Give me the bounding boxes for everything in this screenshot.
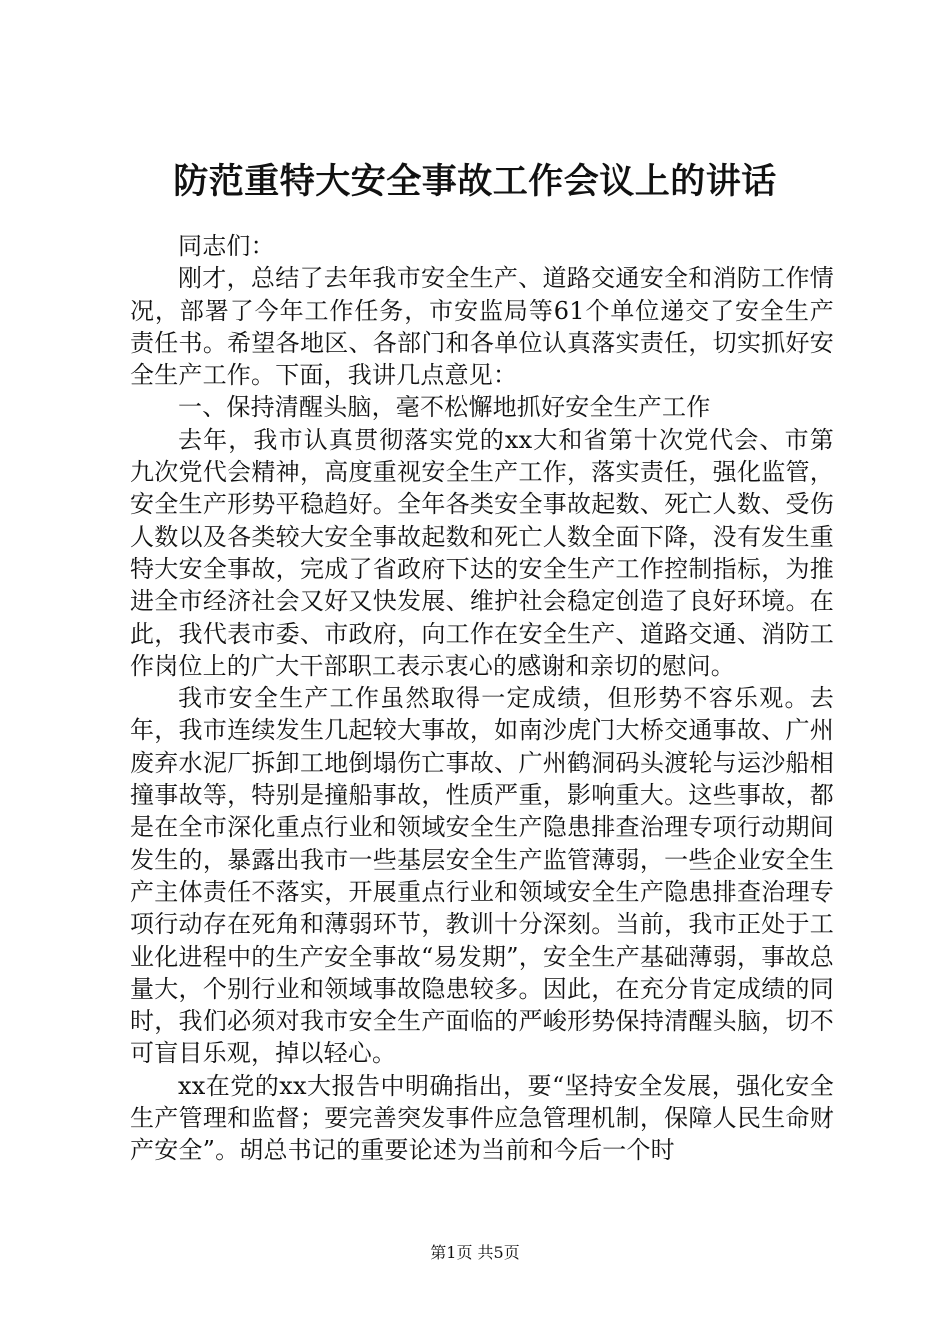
body-paragraph: xx在党的xx大报告中明确指出，要“坚持安全发展，强化安全生产管理和监督；要完善突发事件应急管理机制，保障人民生命财产安全”。胡总书记的重要论述为当前和今后一个时	[130, 1071, 834, 1165]
page-footer: 第1页 共5页	[430, 1243, 520, 1262]
salutation-paragraph: 同志们：	[178, 232, 275, 260]
document-title: 防范重特大安全事故工作会议上的讲话	[173, 161, 777, 202]
body-paragraph: 我市安全生产工作虽然取得一定成绩，但形势不容乐观。去年，我市连续发生几起较大事故，如南沙虎门大桥交通事故、广州废弃水泥厂拆卸工地倒塌伤亡事故、广州鹤洞码头渡轮与运沙船相撞事故等，特别是撞船事故，性质严重，影响重大。这些事故，都是在全市深化重点行业和领域安全生产隐患排查治理专项行动期间发生的，暴露出我市一些基层安全生产监管薄弱，一些企业安全生产主体责任不落实，开展重点行业和领域安全生产隐患排查治理专项行动存在死角和薄弱环节，教训十分深刻。当前，我市正处于工业化进程中的生产安全事故“易发期”，安全生产基础薄弱，事故总量大，个别行业和领域事故隐患较多。因此，在充分肯定成绩的同时，我们必须对我市安全生产面临的严峻形势保持清醒头脑，切不可盲目乐观，掉以轻心。	[130, 684, 834, 1068]
document-body	[130, 230, 834, 1167]
section-heading-1: 一、保持清醒头脑，毫不松懈地抓好安全生产工作	[178, 393, 711, 422]
intro-paragraph: 刚才，总结了去年我市安全生产、道路交通安全和消防工作情况，部署了今年工作任务，市安监局等61个单位递交了安全生产责任书。希望各地区、各部门和各单位认真落实责任，切实抓好安全生产工作。下面，我讲几点意见：	[130, 264, 834, 390]
body-paragraph: 去年，我市认真贯彻落实党的xx大和省第十次党代会、市第九次党代会精神，高度重视安全生产工作，落实责任，强化监管，安全生产形势平稳趋好。全年各类安全事故起数、死亡人数、受伤人数以及各类较大安全事故起数和死亡人数全面下降，没有发生重特大安全事故，完成了省政府下达的安全生产工作控制指标，为推进全市经济社会又好又快发展、维护社会稳定创造了良好环境。在此，我代表市委、市政府，向工作在安全生产、道路交通、消防工作岗位上的广大干部职工表示衷心的感谢和亲切的慰问。	[130, 425, 834, 680]
